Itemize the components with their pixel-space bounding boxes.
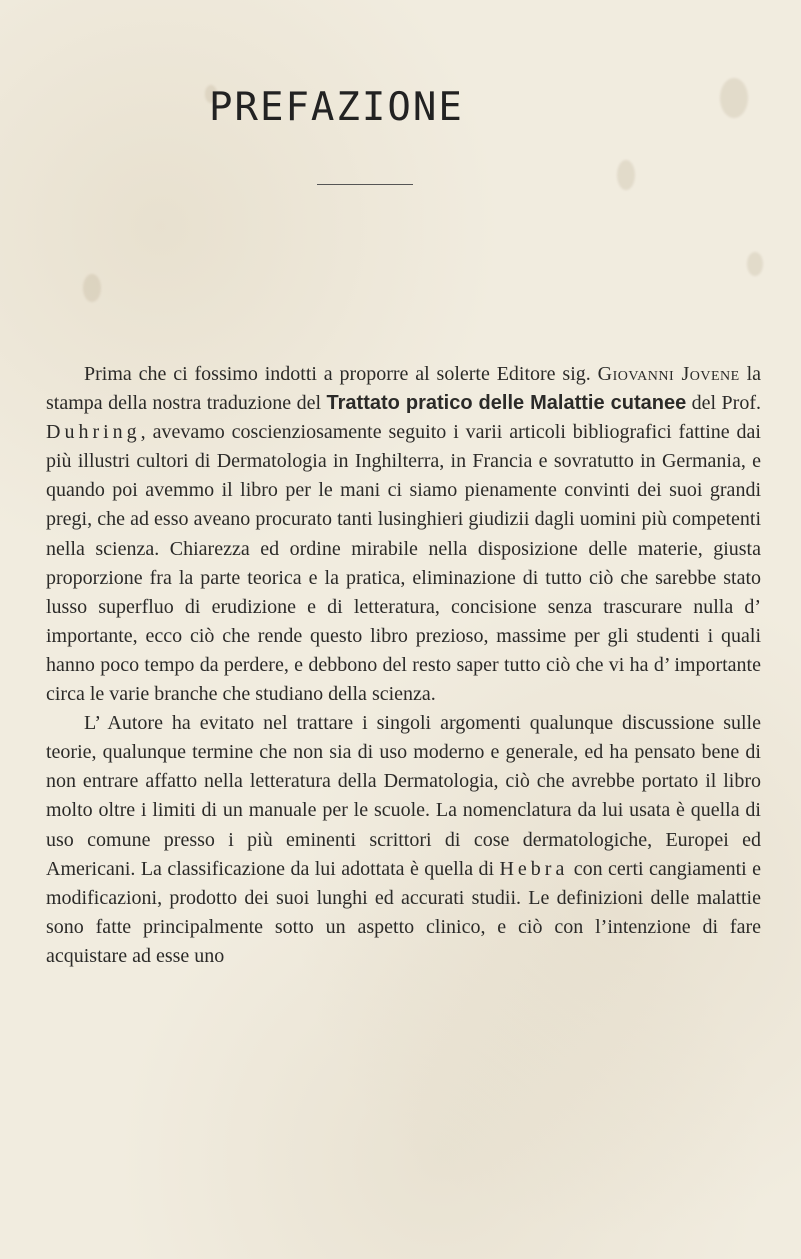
paragraph-2-text-2: con certi cangiamenti e modificazioni, prodotto dei suoi lunghi ed accurati studii. Le definizioni delle malattie sono fatte principalmente sotto un aspetto clinico, e ciò con l’intenzione di fare acquistare ad esse uno [46, 857, 761, 967]
paragraph-1-text-1: Prima che ci fossimo indotti a proporre al solerte Editore sig. [84, 363, 598, 385]
paper-stain [720, 78, 748, 118]
paragraph-2-reference-name: Hebra [499, 857, 569, 880]
page-title: PREFAZIONE [209, 85, 464, 130]
paper-stain [747, 252, 763, 276]
paragraph-1-book-title: Trattato pratico delle Malattie cutanee [326, 392, 687, 415]
paper-stain [83, 274, 101, 302]
paragraph-1-text-3: del Prof. [686, 392, 762, 415]
preface-text [46, 360, 761, 971]
paragraph-1-author-surname: Duhring [46, 421, 141, 444]
paragraph-1 [46, 360, 761, 709]
paragraph-2-text-1: L’ Autore ha evitato nel trattare i singoli argomenti qualunque discussione sulle teorie, qualunque termine che non sia di uso moderno e generale, ed ha pensato bene di non entrare affatto nella letteratura della Dermatologia, ciò che avrebbe portato il libro molto oltre i limiti di un manuale per le scuole. La nomenclatura da lui usata è quella di uso comune presso i più eminenti scrittori di cose dermatologiche, Europei ed Americani. La classificazione da lui adottata è quella di [46, 712, 761, 880]
paper-stain [617, 160, 635, 190]
paragraph-1-text-2: la stampa della nostra traduzione del [46, 363, 762, 415]
paragraph-1-text-4: , avevamo coscienziosamente seguito i varii articoli bibliografici fattine dai più illustri cultori di Dermatologia in Inghilterra, in Francia e sovratutto in Germania, e quando poi avemmo il libro per le mani ci siamo pienamente convinti dei suoi grandi pregi, che ad esso aveano procurato tanti lusinghieri giudizii dagli uomini più competenti nella scienza. Chiarezza ed ordine mirabile nella disposizione delle materie, giusta proporzione fra la parte teorica e la pratica, eliminazione di tutto ciò che sarebbe stato lusso superfluo di erudizione e di letteratura, concisione senza trascurare nulla d’ importante, ecco ciò che rende questo libro prezioso, massime per gli studenti i quali hanno poco tempo da perdere, e debbono del resto saper tutto ciò che vi ha d’ importante circa le varie branche che studiano della scienza. [46, 421, 761, 706]
title-rule [317, 184, 413, 185]
paragraph-2 [46, 709, 761, 971]
paragraph-1-author-name: Giovanni Jovene [597, 363, 740, 385]
